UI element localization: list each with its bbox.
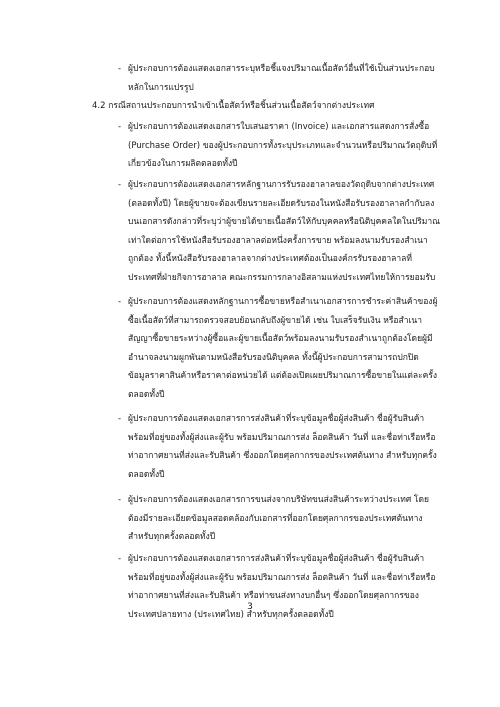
bullet-item-purchase-evidence — [118, 293, 473, 405]
bullet-item-export-shipping-document — [118, 410, 473, 484]
bullet-dash: - — [118, 297, 122, 307]
bullet-item-other-meat — [118, 60, 473, 97]
bullet-dash: - — [118, 64, 122, 74]
bullet-dash: - — [118, 180, 122, 190]
bullet-dash: - — [118, 554, 122, 564]
section-heading: 4.2 กรณีสถานประกอบการนำเข้าเนื้อสัตว์หรือชิ้นส่วนเนื้อสัตว์จากต่างประเทศ — [92, 101, 375, 111]
bullet-text: ผู้ประกอบการต้องแสดงเอกสารการขนส่งจากบริษัทขนส่งสินค้าระหว่างประเทศ โดย ต้องมีรายละเอียดข้อมูลสอดคล้องกับเอกสารที่ออกโดยศุลกากรของประเทศต้นทาง สำหรับทุกครั้งตลอดทั้งปี — [128, 495, 429, 543]
bullet-item-import-shipping-document — [118, 550, 473, 624]
bullet-dash: - — [118, 122, 122, 132]
bullet-dash: - — [118, 414, 122, 424]
bullet-text: ผู้ประกอบการต้องแสดงหลักฐานการซื้อขายหรือสำเนาเอกสารการชำระค่าสินค้าของผู้ ซื้อเนื้อสัตว์ที่สามารถตรวจสอบย้อนกลับถึงผู้ขายได้ เช่น ใบเสร็จรับเงิน หรือสำเนา สัญญาซื้อขายระหว่างผู้ซื้อและผู้ขายเนื้อสัตว์พร้อมลงนามรับรองสำเนาถูกต้องโดยผู้มี อำนาจลงนามผูกพันตามหนังสือรับรองนิติบุคคล ทั้งนี้ผู้ประกอบการสามารถปกปิด ข้อมูลราคาสินค้าหรือราคาต่อหน่วยได้ แต่ต้องเปิดเผยปริมาณการซื้อขายในแต่ละครั้ง ตลอดทั้งปี — [128, 297, 438, 400]
bullet-text: ผู้ประกอบการต้องแสดงเอกสารระบุหรือชี้แจงปริมาณเนื้อสัตว์อื่นที่ใช้เป็นส่วนประกอบ หลักในการแปรรูป — [128, 64, 435, 93]
bullet-text: ผู้ประกอบการต้องแสดงเอกสารการส่งสินค้าที่ระบุข้อมูลชื่อผู้ส่งสินค้า ชื่อผู้รับสินค้า พร้อมที่อยู่ของทั้งผู้ส่งและผู้รับ พร้อมปริมาณการส่ง ล็อตสินค้า วันที่ และชื่อท่าเรือหรือ ท่าอากาศยานที่ส่งและรับสินค้า หรือท่าขนส่งทางบกอื่นๆ ซึ่งออกโดยศุลกากรของ ประเทศปลายทาง (ประเทศไทย) สำหรับทุกครั้งตลอดทั้งปี — [128, 554, 436, 620]
bullet-item-transport-document — [118, 491, 473, 547]
bullet-text: ผู้ประกอบการต้องแสดงเอกสารการส่งสินค้าที่ระบุข้อมูลชื่อผู้ส่งสินค้า ชื่อผู้รับสินค้า พร้อมที่อยู่ของทั้งผู้ส่งและผู้รับ พร้อมปริมาณการส่ง ล็อตสินค้า วันที่ และชื่อท่าเรือหรือ ท่าอากาศยานที่ส่งและรับสินค้า ซึ่งออกโดยศุลกากรของประเทศต้นทาง สำหรับทุกครั้ง ตลอดทั้งปี — [128, 414, 437, 480]
bullet-item-halal-certificate — [118, 176, 473, 288]
bullet-text: ผู้ประกอบการต้องแสดงเอกสารใบเสนอราคา (Invoice) และเอกสารแสดงการสั่งซื้อ (Purchase Order) ของผู้ประกอบการทั้งระบุประเภทและจำนวนหรือปริมาณวัตถุดิบที่ เกี่ยวข้องในการผลิตตลอดทั้งปี — [128, 122, 438, 170]
bullet-item-invoice — [118, 118, 473, 174]
bullet-text: ผู้ประกอบการต้องแสดงเอกสารหลักฐานการรับรองฮาลาลของวัตถุดิบจากต่างประเทศ (ตลอดทั้งปี) โดยผู้ขายจะต้องเขียนรายละเอียดรับรองในหนังสือรับรองฮาลาลกำกับลง บนเอกสารดังกล่าวที่ระบุว่าผู้ขายได้ขายเนื้อสัตว์ให้กับบุคคลหรือนิติบุคคลใดในปริมาณ เท่าใดต่อการใช้หนังสือรับรองฮาลาลต่อหนึ่งครั้งการขาย พร้อมลงนามรับรองสำเนา ถูกต้อง ทั้งนี้หนังสือรับรองฮาลาลจากต่างประเทศต้องเป็นองค์กรรับรองฮาลาลที่ ประเทศที่ฝ่ายกิจการฮาลาล คณะกรรมการกลางอิสลามแห่งประเทศไทยให้การยอมรับ — [128, 180, 441, 283]
page-number: 3 — [247, 602, 253, 612]
bullet-dash: - — [118, 495, 122, 505]
